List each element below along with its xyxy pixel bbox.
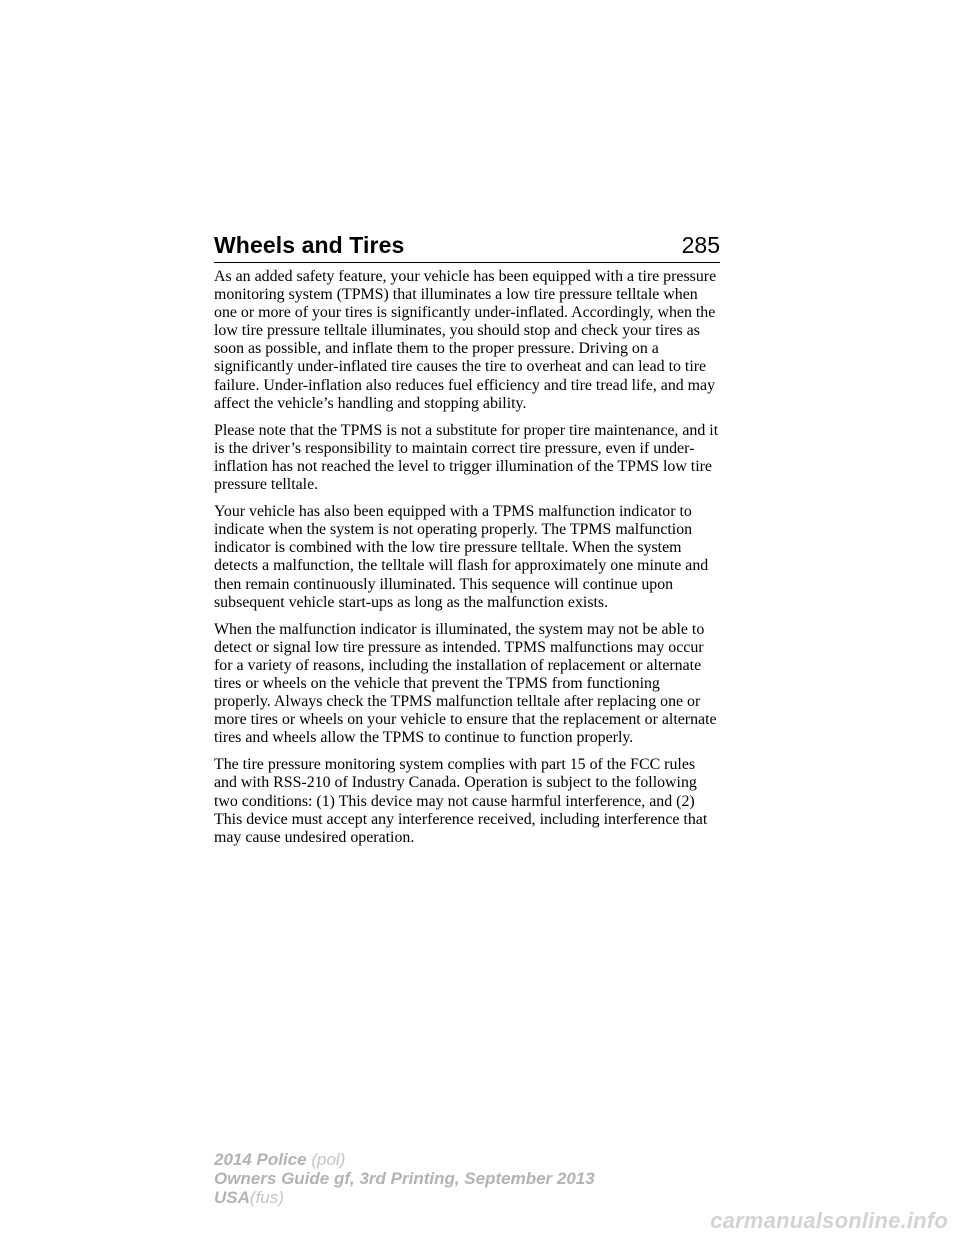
- page-number: 285: [681, 232, 720, 258]
- section-title: Wheels and Tires: [214, 232, 405, 258]
- paragraph: As an added safety feature, your vehicle has been equipped with a tire pressure monitoring system (TPMS) that illuminates a low tire pressure telltale when one or more of your tires is significantly under-inflated. Accordingly, when the low tire pressure telltale illuminates, you should stop and check your tires as soon as possible, and inflate them to the proper pressure. Driving on a significantly under-inflated tire causes the tire to overheat and can lead to tire failure. Under-inflation also reduces fuel efficiency and tire tread life, and may affect the vehicle’s handling and stopping ability.: [214, 268, 717, 412]
- footer-model: 2014 Police: [214, 1150, 307, 1169]
- footer-market-code: (fus): [249, 1188, 284, 1207]
- footer-line-edition: [214, 1150, 595, 1169]
- footer-model-code: (pol): [311, 1150, 346, 1169]
- paragraph: The tire pressure monitoring system complies with part 15 of the FCC rules and with RSS-210 of Industry Canada. Operation is subject to the following two conditions: (1) This device may not cause harmful interference, and (2) This device must accept any interference received, including interference that may cause undesired operation.: [214, 756, 708, 846]
- page-header: [214, 232, 720, 263]
- footer-line-printing: Owners Guide gf, 3rd Printing, September 2013: [214, 1169, 595, 1188]
- site-watermark: carmanualsonline.info: [710, 1208, 948, 1233]
- paragraph: Please note that the TPMS is not a substitute for proper tire maintenance, and it is the driver’s responsibility to maintain correct tire pressure, even if under-inflation has not reached the level to trigger illumination of the TPMS low tire pressure telltale.: [214, 421, 719, 494]
- print-footer: [214, 1150, 595, 1207]
- footer-market: USA: [214, 1188, 250, 1207]
- paragraph: Your vehicle has also been equipped with a TPMS malfunction indicator to indicate when the system is not operating properly. The TPMS malfunction indicator is combined with the low tire pressure telltale. When the system detects a malfunction, the telltale will flash for approximately one minute and then remain continuously illuminated. This sequence will continue upon subsequent vehicle start-ups as long as the malfunction exists.: [214, 503, 709, 611]
- footer-line-market: [214, 1188, 595, 1207]
- body-text: [214, 268, 720, 856]
- paragraph: When the malfunction indicator is illuminated, the system may not be able to detect or signal low tire pressure as intended. TPMS malfunctions may occur for a variety of reasons, including the installation of replacement or alternate tires or wheels on the vehicle that prevent the TPMS from functioning properly. Always check the TPMS malfunction telltale after replacing one or more tires or wheels on your vehicle to ensure that the replacement or alternate tires and wheels allow the TPMS to continue to function properly.: [214, 620, 717, 747]
